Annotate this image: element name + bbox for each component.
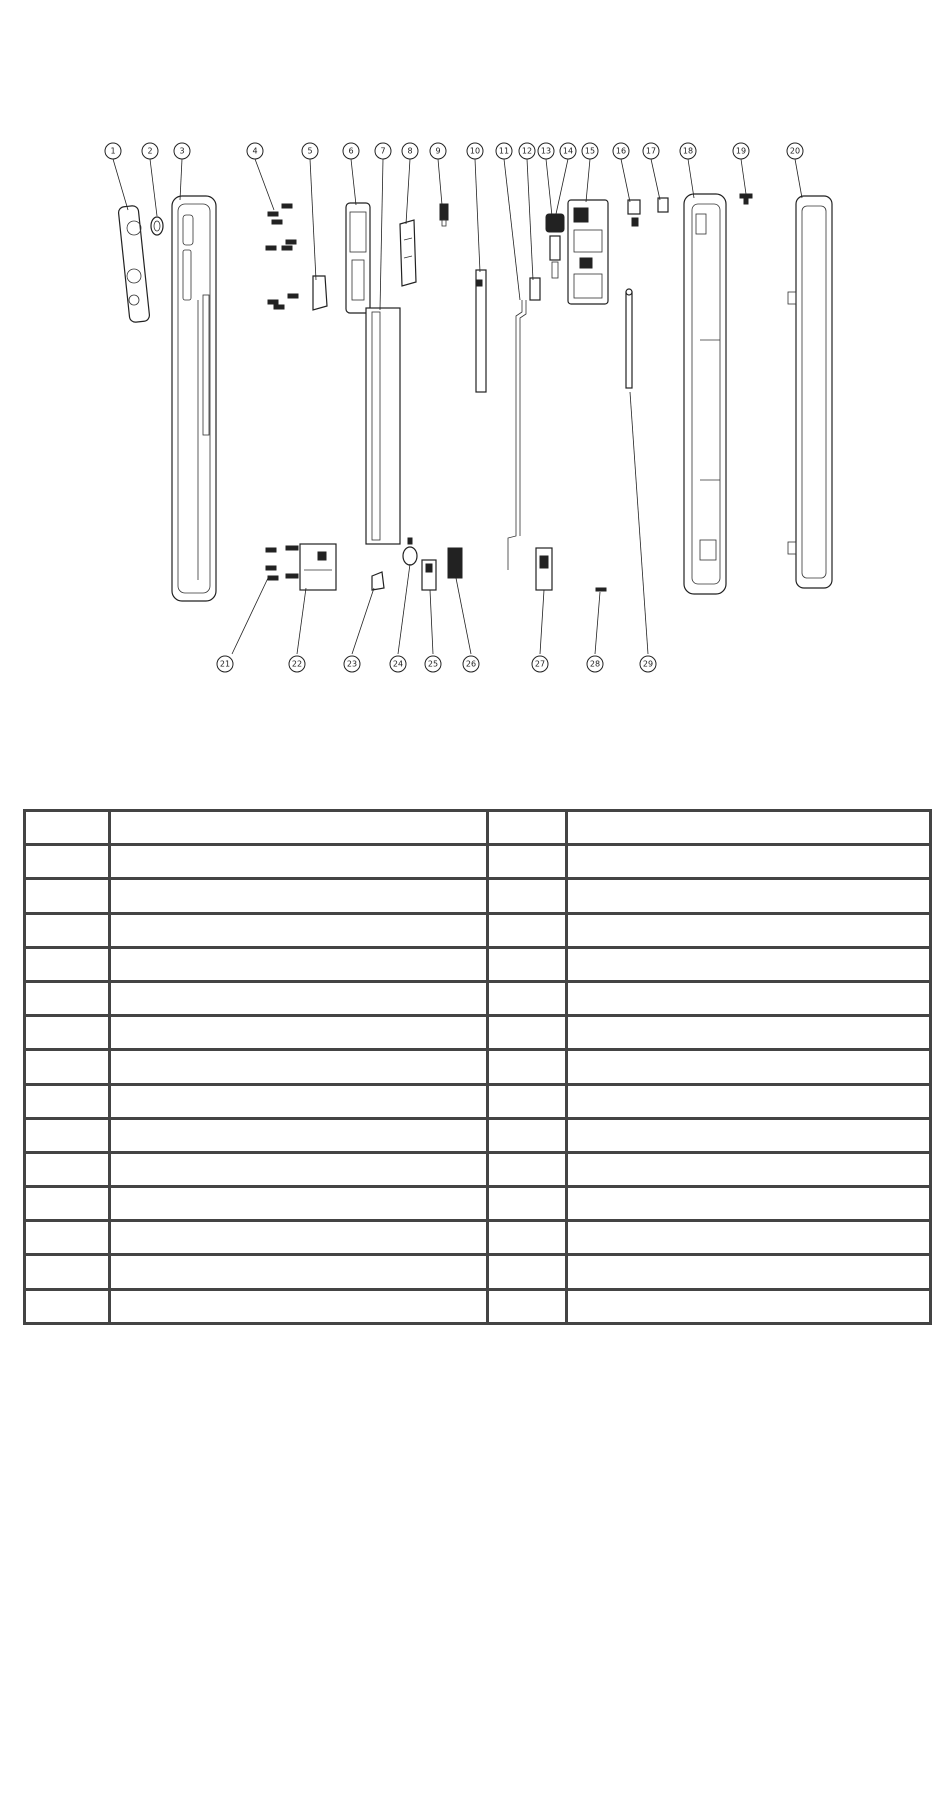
part-display [788,196,832,588]
part-16-17 [628,198,668,226]
table-cell [25,1118,110,1152]
table-cell [488,1016,567,1050]
table-cell [567,1187,931,1221]
callout-label: 3 [179,146,185,156]
table-row [25,845,931,879]
table-cell [25,1255,110,1289]
part-shield-plate [400,220,416,286]
part-screws-bottom [266,546,298,580]
part-23 [372,572,384,590]
table-cell [488,1118,567,1152]
table-cell [488,1152,567,1186]
callout-18 [680,143,696,159]
table-cell [488,947,567,981]
table-row [25,1221,931,1255]
callout-label: 10 [469,146,481,156]
table-cell [110,1016,488,1050]
callout-22 [289,656,305,672]
callout-9 [430,143,446,159]
table-cell [488,845,567,879]
callout-label: 19 [735,146,747,156]
part-27 [536,548,552,590]
callout-label: 9 [435,146,441,156]
table-cell [110,1084,488,1118]
table-cell [110,981,488,1015]
callout-11 [496,143,512,159]
table-row [25,1289,931,1323]
table-row [25,1118,931,1152]
table-row [25,981,931,1015]
table-cell [110,1118,488,1152]
callout-label: 12 [521,146,533,156]
callout-label: 2 [147,146,153,156]
part-flex-bar [476,270,486,392]
callout-26 [463,656,479,672]
table-cell [488,1050,567,1084]
table-cell [25,981,110,1015]
part-28 [596,588,606,591]
part-camera-cover [118,205,150,322]
callout-label: 29 [642,659,654,669]
callout-13 [538,143,554,159]
table-cell [25,1289,110,1323]
callout-label: 24 [392,659,404,669]
table-cell [110,1255,488,1289]
part-small-cover [313,276,327,310]
table-cell [488,913,567,947]
part-battery-bracket [346,203,400,544]
table-cell [567,811,931,845]
table-row [25,811,931,845]
table-cell [25,1050,110,1084]
table-cell [567,1050,931,1084]
table-cell [110,1289,488,1323]
callout-5 [302,143,318,159]
table-row [25,913,931,947]
table-cell [567,1016,931,1050]
part-connector [440,204,448,226]
callout-2 [142,143,158,159]
table-cell [110,1221,488,1255]
callout-6 [343,143,359,159]
part-camera-module [546,214,564,278]
part-middle-frame [684,194,726,594]
callout-label: 17 [645,146,657,156]
callout-10 [467,143,483,159]
callout-label: 25 [427,659,439,669]
callout-label: 4 [252,146,258,156]
part-side-flex [626,289,632,388]
table-cell [567,1152,931,1186]
callout-23 [344,656,360,672]
callout-label: 22 [291,659,303,669]
callout-19 [733,143,749,159]
table-cell [488,1289,567,1323]
table-row [25,947,931,981]
callout-label: 28 [589,659,601,669]
table-cell [567,845,931,879]
table-cell [488,1255,567,1289]
table-cell [25,1084,110,1118]
table-cell [567,947,931,981]
table-cell [110,811,488,845]
callout-29 [640,656,656,672]
table-cell [25,1152,110,1186]
callout-15 [582,143,598,159]
table-cell [110,947,488,981]
callout-20 [787,143,803,159]
callout-label: 8 [407,146,413,156]
table-cell [567,1118,931,1152]
callout-12 [519,143,535,159]
callout-label: 1 [110,146,116,156]
table-cell [110,845,488,879]
table-cell [567,913,931,947]
table-row [25,1084,931,1118]
callout-8 [402,143,418,159]
table-cell [110,879,488,913]
table-row [25,1050,931,1084]
table-cell [488,1221,567,1255]
parts-table [23,809,932,1325]
diagram-parts [118,194,832,601]
callout-17 [643,143,659,159]
table-cell [567,1289,931,1323]
table-cell [488,811,567,845]
callout-label: 26 [465,659,477,669]
callout-25 [425,656,441,672]
table-cell [488,981,567,1015]
table-cell [110,1050,488,1084]
callout-label: 6 [348,146,354,156]
table-cell [25,879,110,913]
callout-28 [587,656,603,672]
callout-label: 20 [789,146,801,156]
part-screws-top [266,204,298,309]
callout-1 [105,143,121,159]
part-mainboard [568,200,608,304]
callout-label: 21 [219,659,231,669]
table-cell [25,1016,110,1050]
callout-label: 14 [562,146,574,156]
table-cell [567,1255,931,1289]
table-cell [567,1084,931,1118]
callout-label: 11 [498,146,510,156]
table-cell [25,845,110,879]
table-cell [25,1221,110,1255]
callout-label: 18 [682,146,694,156]
callout-label: 23 [346,659,358,669]
callout-16 [613,143,629,159]
callout-21 [217,656,233,672]
table-cell [110,1187,488,1221]
callout-14 [560,143,576,159]
table-cell [488,879,567,913]
part-19 [740,194,752,204]
part-long-flex [508,300,526,570]
table-row [25,879,931,913]
table-cell [110,913,488,947]
part-12 [530,278,540,300]
table-cell [567,1221,931,1255]
table-cell [25,811,110,845]
callout-27 [532,656,548,672]
table-cell [25,947,110,981]
callout-label: 15 [584,146,596,156]
table-cell [25,913,110,947]
table-cell [567,879,931,913]
table-cell [488,1187,567,1221]
callout-7 [375,143,391,159]
callout-24 [390,656,406,672]
callout-label: 16 [615,146,627,156]
table-cell [567,981,931,1015]
table-row [25,1255,931,1289]
table-cell [25,1187,110,1221]
part-speaker-box [300,544,336,590]
table-cell [488,1084,567,1118]
callout-3 [174,143,190,159]
table-row [25,1187,931,1221]
part-lens-ring [151,217,163,235]
callout-label: 7 [380,146,386,156]
part-24 [403,538,417,565]
callout-label: 27 [534,659,546,669]
table-row [25,1152,931,1186]
part-26 [448,548,462,578]
callout-label: 13 [540,146,552,156]
table-row [25,1016,931,1050]
callout-4 [247,143,263,159]
callout-label: 5 [307,146,313,156]
exploded-view-diagram [0,0,950,700]
part-rear-housing [172,196,216,601]
part-25 [422,560,436,590]
table-cell [110,1152,488,1186]
